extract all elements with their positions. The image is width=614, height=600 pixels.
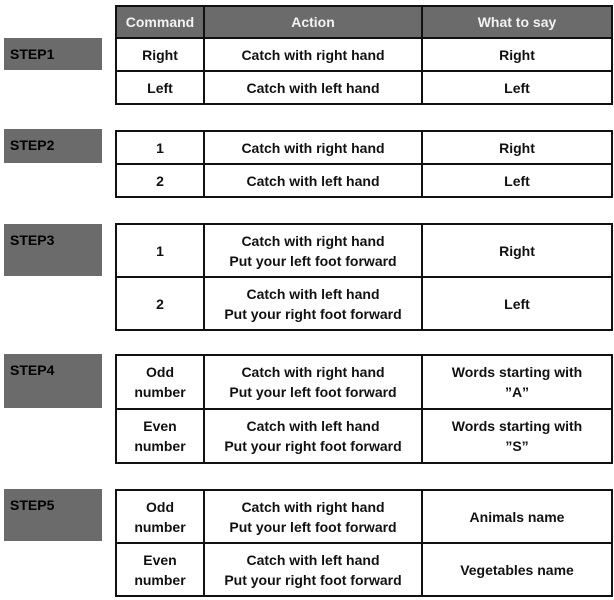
command-cell: Left xyxy=(116,71,204,104)
action-cell: Catch with right hand Put your left foot forward xyxy=(204,490,422,543)
action-cell: Catch with right hand xyxy=(204,38,422,71)
step3-table xyxy=(115,223,613,331)
table-row xyxy=(116,490,612,543)
table-row xyxy=(116,71,612,104)
command-cell: 2 xyxy=(116,164,204,197)
say-cell: Left xyxy=(422,277,612,330)
command-cell: Right xyxy=(116,38,204,71)
action-cell: Catch with right hand xyxy=(204,131,422,164)
table-row xyxy=(116,409,612,463)
step4-table xyxy=(115,354,613,464)
header-command: Command xyxy=(116,6,204,38)
say-cell: Left xyxy=(422,71,612,104)
command-cell: 1 xyxy=(116,131,204,164)
step1-table xyxy=(115,5,613,105)
table-row xyxy=(116,224,612,277)
command-cell: Even number xyxy=(116,409,204,463)
action-cell: Catch with left hand Put your right foot forward xyxy=(204,543,422,596)
step5-table xyxy=(115,489,613,597)
table-row xyxy=(116,543,612,596)
command-cell: Odd number xyxy=(116,490,204,543)
say-cell: Words starting with ”A” xyxy=(422,355,612,409)
table-row xyxy=(116,164,612,197)
command-cell: Odd number xyxy=(116,355,204,409)
say-cell: Words starting with ”S” xyxy=(422,409,612,463)
action-cell: Catch with right hand Put your left foot forward xyxy=(204,224,422,277)
table-row xyxy=(116,131,612,164)
action-cell: Catch with left hand Put your right foot forward xyxy=(204,277,422,330)
action-cell: Catch with right hand Put your left foot forward xyxy=(204,355,422,409)
table-row xyxy=(116,38,612,71)
say-cell: Right xyxy=(422,38,612,71)
action-cell: Catch with left hand xyxy=(204,71,422,104)
say-cell: Right xyxy=(422,224,612,277)
action-cell: Catch with left hand Put your right foot forward xyxy=(204,409,422,463)
command-cell: Even number xyxy=(116,543,204,596)
command-cell: 2 xyxy=(116,277,204,330)
step-label: STEP1 xyxy=(4,38,102,70)
say-cell: Animals name xyxy=(422,490,612,543)
step-label: STEP3 xyxy=(4,224,102,276)
table-row xyxy=(116,355,612,409)
step-label: STEP5 xyxy=(4,489,102,541)
table-row xyxy=(116,277,612,330)
say-cell: Left xyxy=(422,164,612,197)
header-action: Action xyxy=(204,6,422,38)
header-what-to-say: What to say xyxy=(422,6,612,38)
say-cell: Right xyxy=(422,131,612,164)
command-cell: 1 xyxy=(116,224,204,277)
say-cell: Vegetables name xyxy=(422,543,612,596)
action-cell: Catch with left hand xyxy=(204,164,422,197)
step-label: STEP4 xyxy=(4,354,102,408)
step2-table xyxy=(115,130,613,198)
step-label: STEP2 xyxy=(4,129,102,163)
